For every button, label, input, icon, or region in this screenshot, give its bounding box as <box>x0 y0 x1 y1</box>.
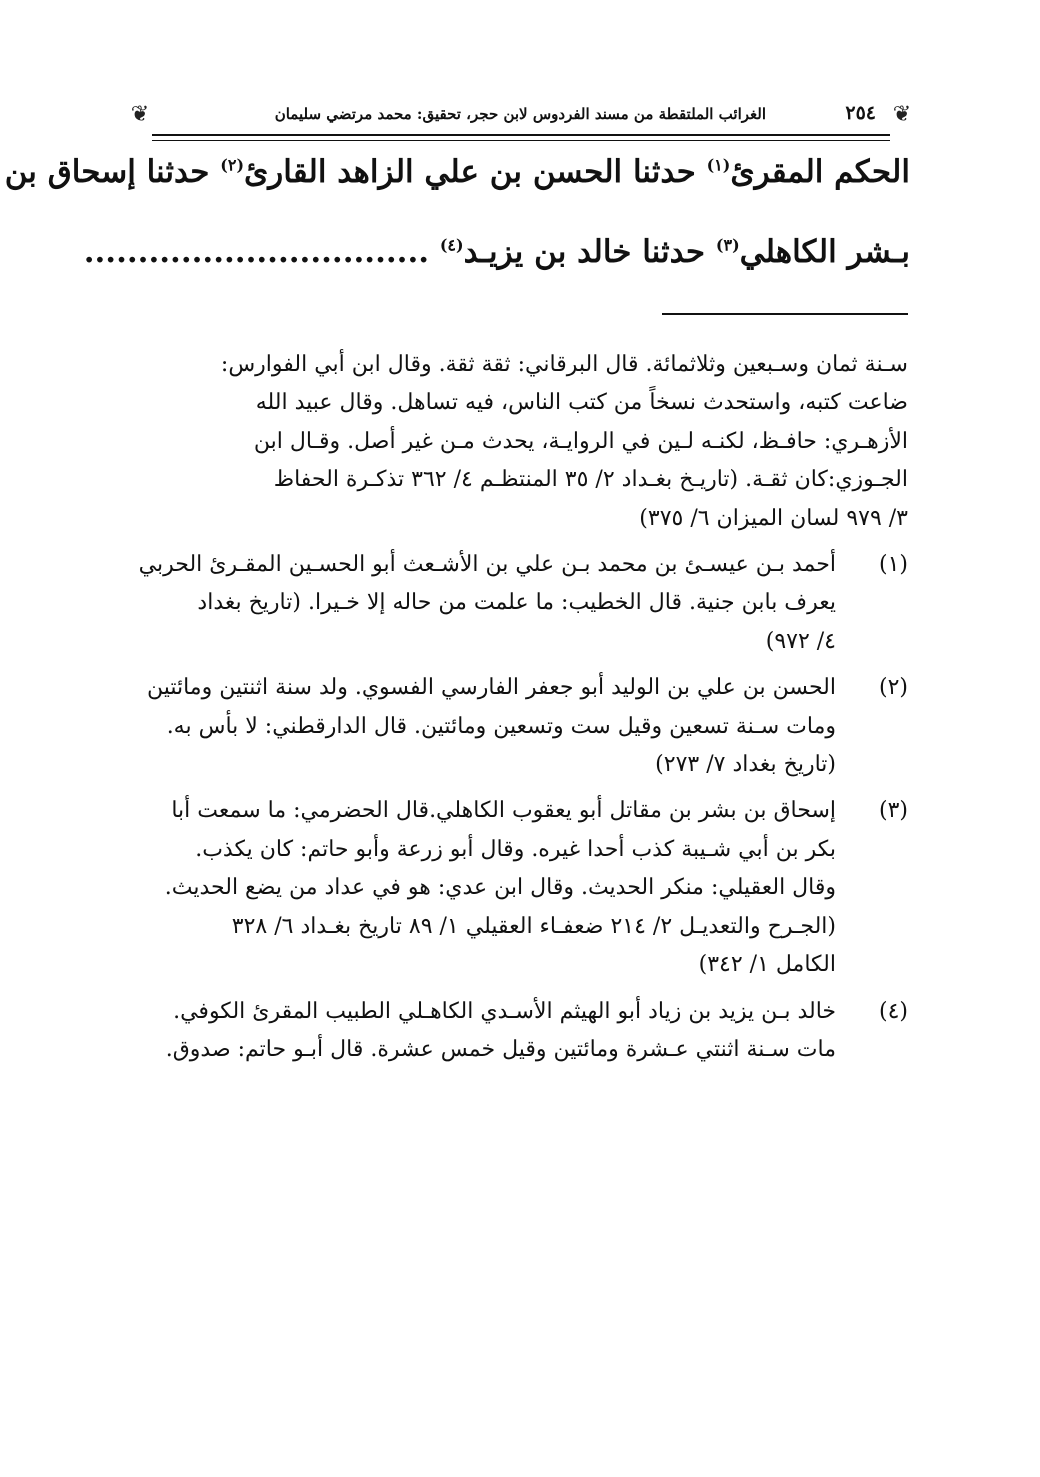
footnote-body <box>130 993 836 1070</box>
ellipsis-dots: ................................ <box>83 234 440 270</box>
footnote-ref[interactable]: (٤) <box>439 235 464 255</box>
footnote-continuation <box>130 346 908 538</box>
footnote-line: وقال العقيلي: منكر الحديث. وقال ابن عدي: هو في عداد من يضع الحديث. <box>164 875 836 901</box>
footnote-line: الجـوزي:كان ثقـة. (تاريـخ بغـداد ٢/ ٣٥ المنتظـم ٤/ ٣٦٢ تذكـرة الحفاظ <box>273 467 908 493</box>
footnote-line: ٤/ ٩٧٢) <box>765 628 836 654</box>
running-header <box>126 96 916 136</box>
footnote-ref[interactable]: (١) <box>706 155 731 175</box>
footnote-item <box>130 993 908 1070</box>
footnote-item <box>130 546 908 661</box>
footnote-number: (٢) <box>878 675 908 701</box>
footnote-line: ضاعت كتبه، واستحدث نسخاً من كتب الناس، فيه تساهل. وقال عبيد الله <box>255 390 908 416</box>
footnote-line: الأزهـري: حافـظ، لكنـه لـين في الروايـة، يحدث مـن غير أصل. وقـال ابن <box>253 428 908 454</box>
footnote-line: الكامل ١/ ٣٤٢) <box>698 952 836 978</box>
footnote-line: ومات سـنة تسعين وقيل ست وتسعين ومائتين. قال الدارقطني: لا بأس به. <box>166 713 836 739</box>
footnote-number: (٤) <box>878 998 908 1024</box>
footnote-item <box>130 792 908 984</box>
main-text <box>4 150 910 310</box>
footnote-line: بكر بن أبي شـيبة كذب أحدا غيره. وقال أبو زرعة وأبو حاتم: كان يكذب. <box>195 836 836 862</box>
header-rule <box>152 134 890 136</box>
page-number: ٢٥٤ <box>845 102 876 124</box>
main-text-segment: حدثنا خالد بن يزيـد <box>463 234 716 270</box>
footnote-line: مات سـنة اثنتي عـشرة ومائتين وقيل خمس عشرة. قال أبـو حاتم: صدوق. <box>165 1036 836 1062</box>
footnote-ref[interactable]: (٣) <box>715 235 740 255</box>
header-rule-thin <box>152 140 890 141</box>
footnote-line: أحمد بـن عيسـئ بن محمد بـن علي بن الأشـعث أبو الحسـين المقـرئ الحربي <box>138 552 836 578</box>
footnote-body <box>130 546 836 661</box>
footnote-number: (٣) <box>878 798 908 824</box>
running-title: الغرائب الملتقطة من مسند الفردوس لابن حجر، تحقيق: محمد مرتضي سليمان <box>274 105 766 123</box>
footnotes <box>130 346 908 1077</box>
main-text-segment: بـشر الكاهلي <box>739 234 910 270</box>
footnote-line: (الجـرح والتعديـل ٢/ ٢١٤ ضعفـاء العقيلي ١/ ٨٩ تاريخ بغـداد ٦/ ٣٢٨ <box>231 913 836 939</box>
main-text-segment: الحكم المقرئ <box>730 154 910 190</box>
floral-ornament-icon: ❦ <box>892 102 912 127</box>
footnote-separator <box>662 313 908 315</box>
footnote-ref[interactable]: (٢) <box>220 155 245 175</box>
footnote-line: سـنة ثمان وسـبعين وثلاثمائة. قال البرقاني: ثقة ثقة. وقال ابن أبي الفوارس: <box>220 352 908 377</box>
floral-ornament-icon: ❦ <box>130 102 150 127</box>
footnote-number: (١) <box>878 552 908 578</box>
main-line <box>4 150 910 194</box>
footnote-line: (تاريخ بغداد ٧/ ٢٧٣) <box>655 752 836 778</box>
footnote-line: يعرف بابن جنية. قال الخطيب: ما علمت من حاله إلا خـيرا. (تاريخ بغداد <box>197 590 836 616</box>
footnote-line: ٣/ ٩٧٩ لسان الميزان ٦/ ٣٧٥) <box>639 505 908 531</box>
footnote-line: إسحاق بن بشر بن مقاتل أبو يعقوب الكاهلي.قال الحضرمي: ما سمعت أبا <box>171 798 836 824</box>
footnote-line: الحسن بن علي بن الوليد أبو جعفر الفارسي الفسوي. ولد سنة اثنتين ومائتين <box>146 675 836 701</box>
footnote-line: خالد بـن يزيد بن زياد أبو الهيثم الأسـدي الكاهـلي الطبيب المقرئ الكوفي. <box>173 998 836 1024</box>
main-line <box>83 230 910 274</box>
footnote-body <box>130 792 836 984</box>
main-text-segment: حدثنا الحسن بن علي الزاهد القارئ <box>244 154 707 190</box>
footnote-body <box>130 669 836 784</box>
footnote-item <box>130 669 908 784</box>
main-text-segment: حدثنا إسحاق بن <box>4 154 221 190</box>
